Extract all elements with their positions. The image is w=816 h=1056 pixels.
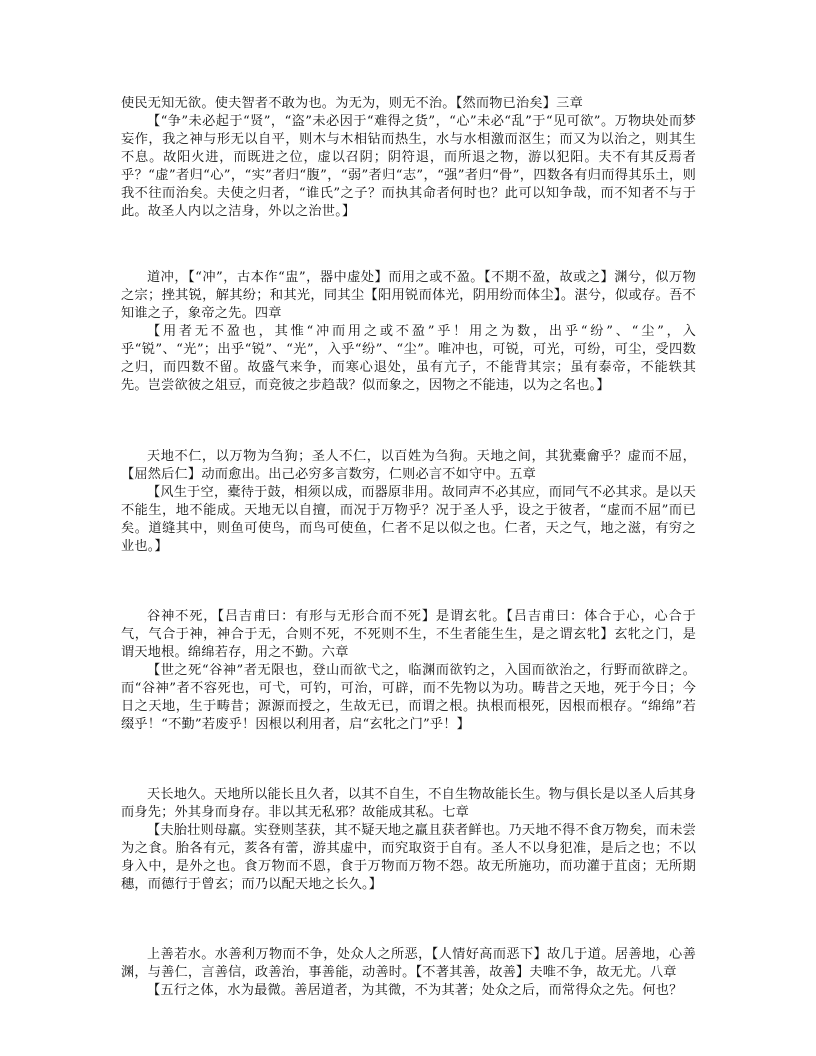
chapter-3-block (121, 95, 696, 221)
chapter-5-commentary: 【风生于空，橐待于鼓，相须以成，而器原非用。故同声不必其应，而同气不必其求。是以天不能生，地不能成。天地无以自擅，而况于万物乎？况于圣人乎，设之于彼者，“虚而不屈”而已矣。道缝其中，则鱼可使鸟，而鸟可使鱼，仁者不足以似之也。仁者，天之气，地之滋，有穷之业也。】 (121, 485, 696, 554)
chapter-8-commentary: 【五行之体，水为最微。善居道者，为其微，不为其著；处众之后，而常得众之先。何也？ (147, 983, 683, 998)
chapter-8-text: 上善若水。水善利万物而不争，处众人之所恶，【人情好高而恶下】故几于道。居善地，心善渊，与善仁，言善信，政善治，事善能，动善时。【不著其善，故善】夫唯不争，故无尤。八章 (121, 947, 696, 980)
chapter-6-text: 谷神不死，【吕吉甫曰：有形与无形合而不死】是谓玄牝。【吕吉甫曰：体合于心，心合于气，气合于神，神合于无，合则不死，不死则不生，不生者能生生，是之谓玄牝】玄牝之门，是谓天地根。绵绵若存，用之不勤。六章 (121, 609, 696, 660)
chapter-4-commentary: 【用者无不盈也，其惟“冲而用之或不盈”乎！用之为数，出乎“纷”、“尘”，入乎“锐”、“光”；出乎“锐”、“光”，入乎“纷”、“尘”。唯冲也，可锐，可光，可纷，可尘，受四数之归，而四数不留。故盛气来争，而寒心退处，虽有亢子，不能背其宗；虽有泰帝，不能轶其先。岂尝欲彼之俎豆，而竞彼之步趋哉？似而象之，因物之不能违，以为之名也。】 (121, 324, 696, 393)
chapter-7-text: 天长地久。天地所以能长且久者，以其不自生，不自生物故能长生。物与俱长是以圣人后其身而身先；外其身而身存。非以其无私邪？故能成其私。七章 (121, 787, 696, 820)
chapter-4-text: 道冲，【“冲”，古本作“盅”，器中虚处】而用之或不盈。【不期不盈，故或之】渊兮，似万物之宗；挫其锐，解其纷；和其光，同其尘【阳用锐而体光，阴用纷而体尘】。湛兮，似或存。吾不知谁之子，象帝之先。四章 (121, 270, 696, 321)
chapter-5-block (121, 448, 696, 556)
chapter-6-block (121, 608, 696, 734)
document-page (121, 95, 696, 1000)
chapter-3-text: 使民无知无欲。使夫智者不敢为也。为无为，则无不治。【然而物已治矣】三章 (121, 96, 583, 111)
chapter-8-block (121, 946, 696, 1000)
chapter-4-block (121, 269, 696, 395)
chapter-5-text: 天地不仁，以万物为刍狗；圣人不仁，以百姓为刍狗。天地之间，其犹橐龠乎？虚而不屈，【屈然后仁】动而愈出。出己必穷多言数穷，仁则必言不如守中。五章 (121, 449, 696, 482)
chapter-6-commentary: 【世之死“谷神”者无限也，登山而欲弋之，临渊而欲钓之，入国而欲治之，行野而欲辟之。而“谷神”者不容死也，可弋，可钓，可治，可辟，而不先物以为功。畴昔之天地，死于今日；今日之天地，生于畴昔；源源而授之，生故无已，而谓之根。执根而根死，因根而根存。“绵绵”若缀乎！“不勤”若废乎！因根以利用者，启“玄牝之门”乎！】 (121, 663, 696, 732)
chapter-3-commentary: 【“争”未必起于“贤”，“盗”未必因于“难得之货”，“心”未必“乱”于“见可欲”。万物块处而梦妄作，我之神与形无以自平，则木与木相钻而热生，水与水相激而沤生；而又为以治之，则其生不息。故阳火进，而既进之位，虚以召阴；阴符退，而所退之物，游以犯阳。夫不有其反焉者乎？“虚”者归“心”，“实”者归“腹”，“弱”者归“志”，“强”者归“骨”，四数各有归而得其乐土，则我不往而治矣。夫使之归者，“谁氏”之子？而执其命者何时也？此可以知争哉，而不知者不与于此。故圣人内以之洁身，外以之治世。】 (121, 114, 696, 219)
chapter-7-block (121, 786, 696, 894)
chapter-7-commentary: 【夫胎壮则母羸。实登则茎获，其不疑天地之羸且获者鲜也。乃天地不得不食万物矣，而未尝为之食。胎各有元，荄各有蕾，游其虚中，而究取资于自有。圣人不以身犯准，是后之也；不以身入中，是外之也。食万物而不恩，食于万物而万物不怨。故无所施功，而功灌于苴卤；无所期穗，而德行于曾玄；而乃以配天地之长久。】 (121, 823, 696, 892)
